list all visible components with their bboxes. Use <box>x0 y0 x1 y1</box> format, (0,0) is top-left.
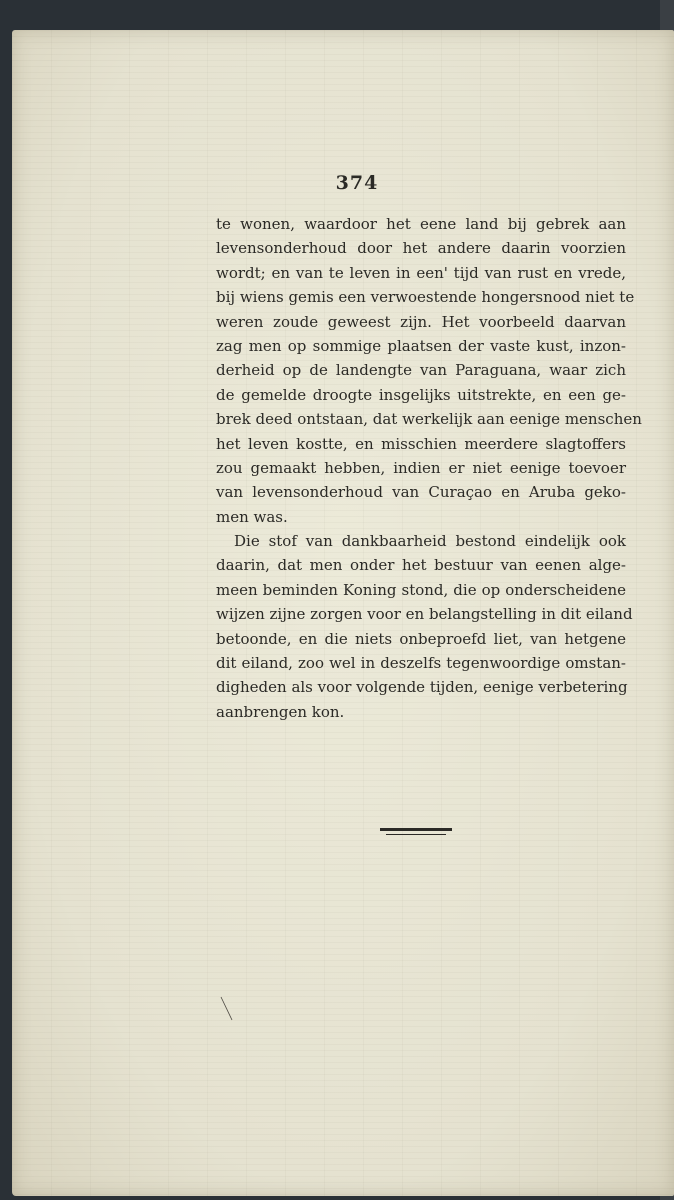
text-line: daarin, dat men onder het bestuur van eenen alge- <box>216 556 626 575</box>
text-line: aanbrengen kon. <box>216 702 345 721</box>
paper-speck <box>220 996 234 1022</box>
text-line: van levensonderhoud van Curaçao en Aruba geko- <box>216 483 626 502</box>
text-line: betoonde, en die niets onbeproefd liet, van hetgene <box>216 629 626 648</box>
text-line: digheden als voor volgende tijden, eenige verbetering <box>216 678 628 697</box>
ornament-thin-rule <box>386 834 446 835</box>
text-line: het leven kostte, en misschien meerdere slagtoffers <box>216 434 626 453</box>
text-line: wordt; en van te leven in een' tijd van rust en vrede, <box>216 263 626 282</box>
text-line: men was. <box>216 507 288 526</box>
end-ornament-rule <box>380 828 452 836</box>
text-line: wijzen zijne zorgen voor en belangstelling in dit eiland <box>216 605 633 624</box>
ornament-thick-rule <box>380 828 452 831</box>
text-line: levensonderhoud door het andere daarin voorzien <box>216 239 626 258</box>
text-line: bij wiens gemis een verwoestende hongersnood niet te <box>216 288 635 307</box>
body-text <box>216 212 642 724</box>
text-line: Die stof van dankbaarheid bestond eindelijk ook <box>234 532 626 551</box>
text-line: te wonen, waardoor het eene land bij gebrek aan <box>216 215 626 233</box>
paragraph-2 <box>216 529 633 724</box>
text-line: zou gemaakt hebben, indien er niet eenige toevoer <box>216 458 626 477</box>
text-line: brek deed ontstaan, dat werkelijk aan eenige menschen <box>216 410 642 429</box>
book-page <box>12 30 674 1196</box>
page-number: 374 <box>335 172 379 194</box>
paragraph-1 <box>216 212 642 529</box>
text-line: zag men op sommige plaatsen der vaste kust, inzon- <box>216 336 626 355</box>
text-line: derheid op de landengte van Paraguana, waar zich <box>216 361 626 380</box>
text-line: weren zoude geweest zijn. Het voorbeeld daarvan <box>216 312 626 331</box>
text-line: meen beminden Koning stond, die op onderscheidene <box>216 580 626 599</box>
text-line: dit eiland, zoo wel in deszelfs tegenwoordige omstan- <box>216 654 626 673</box>
text-line: de gemelde droogte insgelijks uitstrekte, en een ge- <box>216 385 626 404</box>
